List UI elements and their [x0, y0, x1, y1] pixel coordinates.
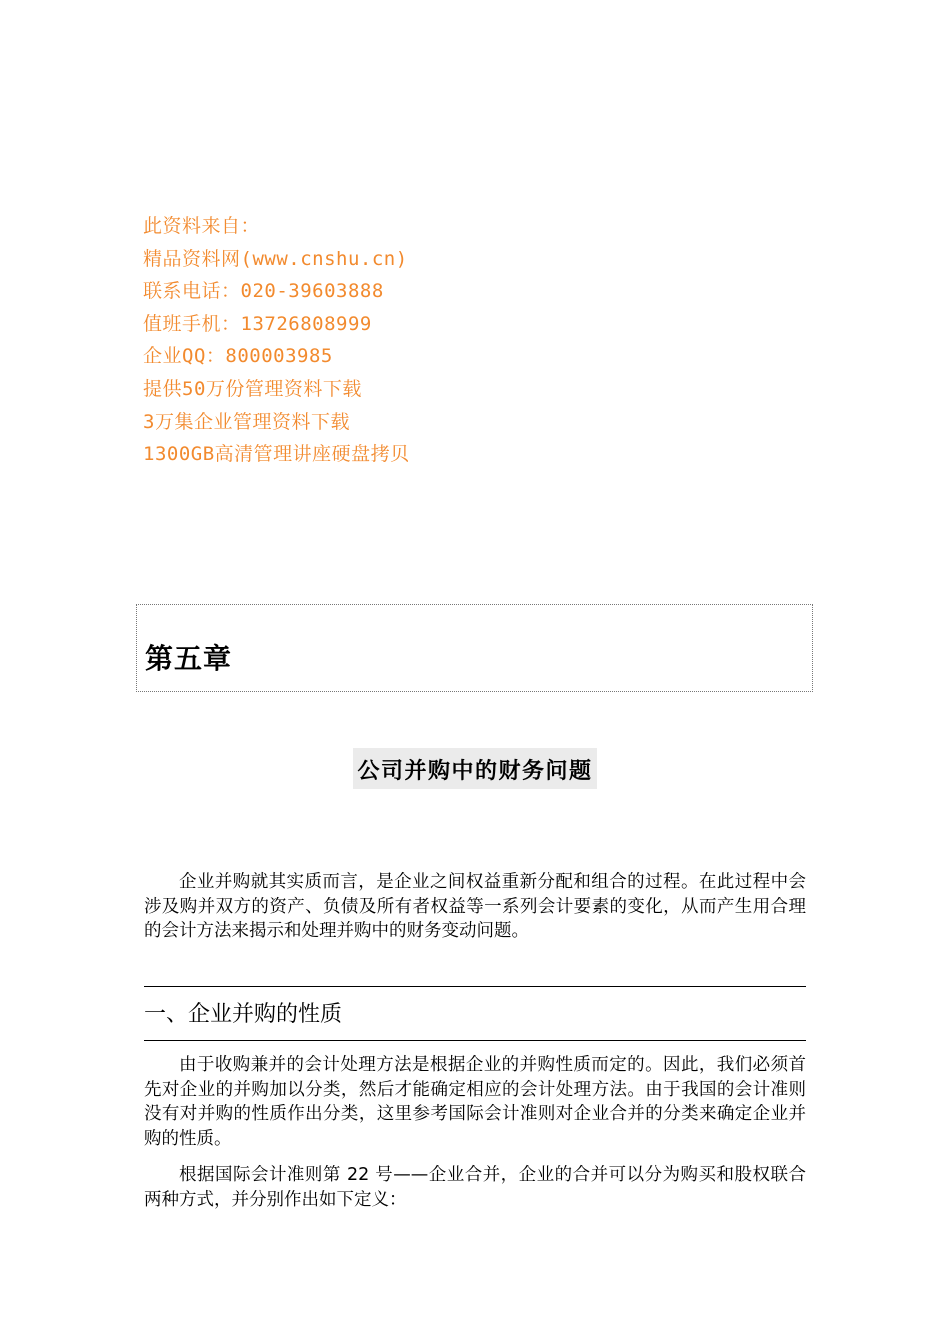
duty-mobile-line: 值班手机：13726808999: [143, 312, 372, 335]
company-qq-line: 企业QQ：800003985: [143, 345, 333, 368]
section-divider-bottom: [144, 1040, 806, 1041]
intro-paragraph: 企业并购就其实质而言，是企业之间权益重新分配和组合的过程。在此过程中会涉及购并双方的资产、负债及所有者权益等一系列会计要素的变化，从而产生用合理的会计方法来揭示和处理并购中的财务变动问题。: [144, 872, 806, 941]
contact-phone-line: 联系电话：020-39603888: [143, 280, 384, 303]
source-info-line: 此资料来自：: [143, 215, 261, 237]
document-title-row: [0, 748, 950, 789]
section-paragraph: 根据国际会计准则第 22 号——企业合并，企业的合并可以分为购买和股权联合两种方式，并分别作出如下定义：: [144, 1165, 806, 1210]
promo-line-documents: 提供50万份管理资料下载: [143, 377, 362, 400]
document-title: 公司并购中的财务问题: [353, 748, 596, 789]
chapter-title: 第五章: [145, 642, 233, 675]
section-heading: 一、企业并购的性质: [144, 1002, 343, 1027]
section-divider-top: [144, 986, 806, 987]
chapter-header-box: [136, 604, 813, 692]
promo-line-lectures: 1300GB高清管理讲座硬盘拷贝: [143, 443, 410, 466]
source-info-block: [143, 210, 643, 471]
source-website-line: 精品资料网(www.cnshu.cn): [143, 247, 408, 270]
promo-line-videos: 3万集企业管理资料下载: [143, 410, 350, 433]
section-paragraph: 由于收购兼并的会计处理方法是根据企业的并购性质而定的。因此，我们必须首先对企业的并购加以分类，然后才能确定相应的会计处理方法。由于我国的会计准则没有对并购的性质作出分类，这里参考国际会计准则对企业合并的分类来确定企业并购的性质。: [144, 1055, 806, 1149]
